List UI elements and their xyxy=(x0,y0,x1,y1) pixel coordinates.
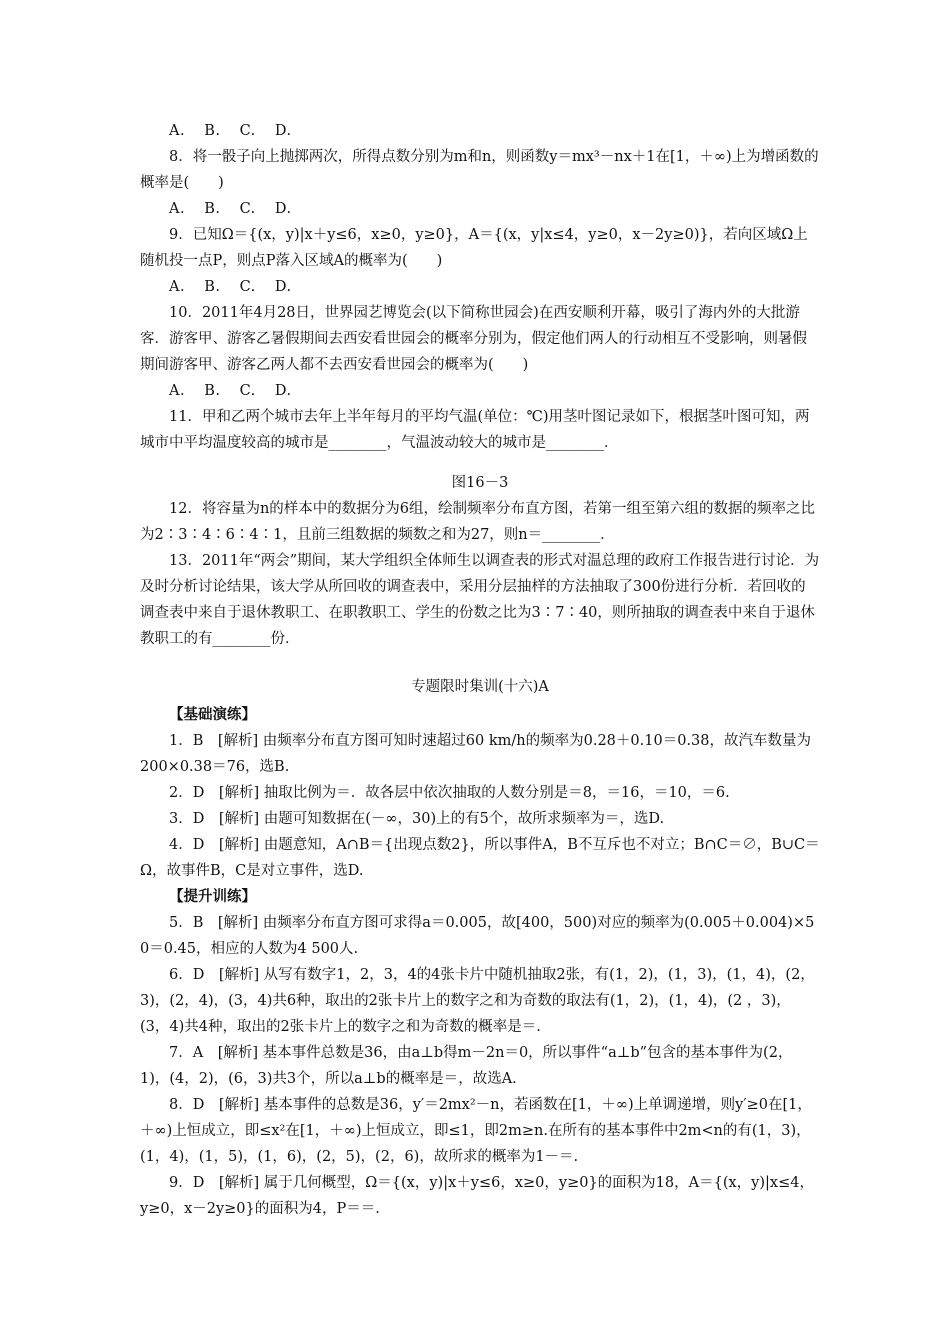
q9-options xyxy=(140,274,820,300)
question-9: 9．已知Ω＝{(x，y)|x＋y≤6，x≥0，y≥0}，A＝{(x，y|x≤4，y≥0，x－2y≥0)}，若向区域Ω上随机投一点P，则点P落入区域A的概率为( ) xyxy=(140,227,808,269)
option-b: B. xyxy=(204,279,221,295)
question-8: 8．将一骰子向上抛掷两次，所得点数分别为m和n，则函数y＝mx³－nx＋1在[1，＋∞)上为增函数的概率是( ) xyxy=(140,149,819,191)
option-c: C. xyxy=(239,201,256,217)
option-c: C. xyxy=(239,123,256,139)
answer-9: 9．D [解析] 属于几何概型，Ω＝{(x，y)|x＋y≤6，x≥0，y≥0}的面积为18，A＝{(x，y)|x≤4，y≥0，x－2y≥0}的面积为4，P＝＝. xyxy=(140,1175,814,1217)
document-page xyxy=(140,118,820,1222)
option-c: C. xyxy=(239,279,256,295)
question-13: 13．2011年“两会”期间，某大学组织全体师生以调查表的形式对温总理的政府工作报告进行讨论．为及时分析讨论结果，该大学从所回收的调查表中，采用分层抽样的方法抽取了300份进行分析．若回收的调查表中来自于退休教职工、在职教职工、学生的份数之比为3∶7∶40，则所抽取的调查表中来自于退休教职工的有________份． xyxy=(140,553,820,647)
option-d: D. xyxy=(274,279,292,295)
option-a: A. xyxy=(169,383,186,399)
answer-3: 3．D [解析] 由题可知数据在(－∞，30)上的有5个，故所求频率为＝，选D. xyxy=(169,811,665,827)
option-b: B. xyxy=(204,123,221,139)
answer-4: 4．D [解析] 由题意知，A∩B＝{出现点数2}，所以事件A，B不互斥也不对立；B∩C＝∅，B∪C＝Ω，故事件B，C是对立事件，选D. xyxy=(140,837,820,879)
question-12: 12．将容量为n的样本中的数据分为6组，绘制频率分布直方图，若第一组至第六组的数据的频率之比为2∶3∶4∶6∶4∶1，且前三组数据的频数之和为27，则n＝________． xyxy=(140,501,816,543)
question-10: 10．2011年4月28日，世界园艺博览会(以下简称世园会)在西安顺利开幕，吸引了海内外的大批游客．游客甲、游客乙暑假期间去西安看世园会的概率分别为，假定他们两人的行动相互不受影响，则暑假期间游客甲、游客乙两人都不去西安看世园会的概率为( ) xyxy=(140,305,807,373)
answer-7: 7．A [解析] 基本事件总数是36，由a⊥b得m－2n＝0，所以事件“a⊥b”包含的基本事件为(2，1)，(4，2)，(6，3)共3个，所以a⊥b的概率是＝，故选A. xyxy=(140,1045,793,1087)
section-basic-practice: 【基础演练】 xyxy=(169,706,256,723)
answer-2: 2．D [解析] 抽取比例为＝．故各层中依次抽取的人数分别是＝8，＝16，＝10，＝6. xyxy=(169,785,730,801)
answer-1: 1．B [解析] 由频率分布直方图可知时速超过60 km/h的频率为0.28＋0.10＝0.38，故汽车数量为200×0.38＝76，选B. xyxy=(140,733,811,775)
q10-options xyxy=(140,378,820,404)
option-a: A. xyxy=(169,123,186,139)
option-a: A. xyxy=(169,279,186,295)
option-b: B. xyxy=(204,201,221,217)
section-advanced-practice: 【提升训练】 xyxy=(169,888,256,905)
answers-title: 专题限时集训(十六)A xyxy=(411,679,549,695)
option-a: A. xyxy=(169,201,186,217)
q7-options xyxy=(140,118,820,144)
option-c: C. xyxy=(239,383,256,399)
option-d: D. xyxy=(274,123,292,139)
option-d: D. xyxy=(274,201,292,217)
option-b: B. xyxy=(204,383,221,399)
figure-caption: 图16－3 xyxy=(451,475,509,491)
question-11: 11．甲和乙两个城市去年上半年每月的平均气温(单位：℃)用茎叶图记录如下，根据茎叶图可知，两城市中平均温度较高的城市是________，气温波动较大的城市是________． xyxy=(140,409,810,451)
answer-6: 6．D [解析] 从写有数字1，2，3，4的4张卡片中随机抽取2张，有(1，2)，(1，3)，(1，4)，(2，3)，(2，4)，(3，4)共6种，取出的2张卡片上的数字之和为奇数的取法有(1，2)，(1，4)，(2 ，3)，(3，4)共4种，取出的2张卡片上的数字之和为奇数的概率是＝. xyxy=(140,967,815,1035)
answer-5: 5．B [解析] 由频率分布直方图可求得a＝0.005，故[400，500)对应的频率为(0.005＋0.004)×50＝0.45，相应的人数为4 500人. xyxy=(140,915,815,957)
option-d: D. xyxy=(274,383,292,399)
q8-options xyxy=(140,196,820,222)
answer-8: 8．D [解析] 基本事件的总数是36，y′＝2mx²－n，若函数在[1，＋∞)上单调递增，则y′≥0在[1，＋∞)上恒成立，即≤x²在[1，＋∞)上恒成立，即≤1，即2m≥n.在所有的基本事件中2m<n的有(1，3)，(1，4)，(1，5)，(1，6)，(2，5)，(2，6)，故所求的概率为1－＝. xyxy=(140,1097,812,1165)
